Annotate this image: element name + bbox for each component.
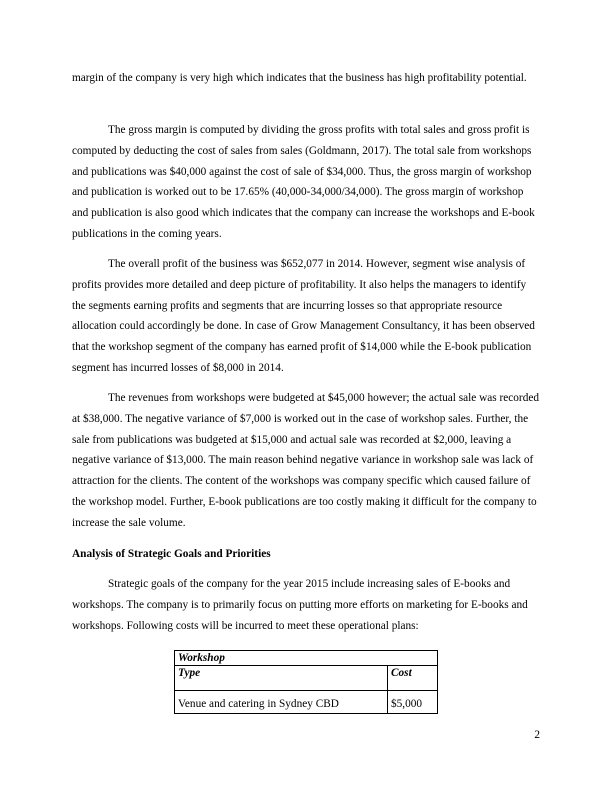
table-header-row xyxy=(175,666,438,691)
column-header-type: Type xyxy=(175,666,388,691)
paragraph-intro: margin of the company is very high which indicates that the business has high profitability potential. xyxy=(72,72,527,84)
table-cell-type: Venue and catering in Sydney CBD xyxy=(175,691,388,714)
paragraph-strategic-goals: Strategic goals of the company for the year 2015 include increasing sales of E-books and workshops. The company is to primarily focus on putting more efforts on marketing for E-books and workshops. Following costs will be incurred to meet these operational plans: xyxy=(72,578,528,632)
table-title: Workshop xyxy=(175,651,438,666)
table-cell-cost: $5,000 xyxy=(388,691,438,714)
table-title-row xyxy=(175,651,438,666)
section-heading: Analysis of Strategic Goals and Priorities xyxy=(72,548,271,560)
page-number: 2 xyxy=(534,729,540,741)
cost-table xyxy=(174,650,438,714)
paragraph-revenue-variance: The revenues from workshops were budgeted at $45,000 however; the actual sale was recorded at $38,000. The negative variance of $7,000 is worked out in the case of workshop sales. Further, the sale from publications was budgeted at $15,000 and actual sale was recorded at $2,000, leaving a negative variance of $13,000. The main reason behind negative variance in workshop sale was lack of attraction for the clients. The content of the workshops was company specific which caused failure of the workshop model. Further, E-book publications are too costly making it difficult for the company to increase the sale volume. xyxy=(72,392,540,529)
table-row xyxy=(175,691,438,714)
paragraph-gross-margin: The gross margin is computed by dividing the gross profits with total sales and gross profit is computed by deducting the cost of sales from sales (Goldmann, 2017). The total sale from workshops and publications was $40,000 against the cost of sale of $34,000. Thus, the gross margin of workshop and publication is worked out to be 17.65% (40,000-34,000/34,000). The gross margin of workshop and publication is also good which indicates that the company can increase the workshops and E-book publications in the coming years. xyxy=(72,124,535,240)
paragraph-overall-profit: The overall profit of the business was $652,077 in 2014. However, segment wise analysis of profits provides more detailed and deep picture of profitability. It also helps the managers to identify the segments earning profits and segments that are incurring losses so that appropriate resource allocation could accordingly be done. In case of Grow Management Consultancy, it has been observed that the workshop segment of the company has earned profit of $14,000 while the E-book publication segment has incurred losses of $8,000 in 2014. xyxy=(72,258,535,374)
column-header-cost: Cost xyxy=(388,666,438,691)
